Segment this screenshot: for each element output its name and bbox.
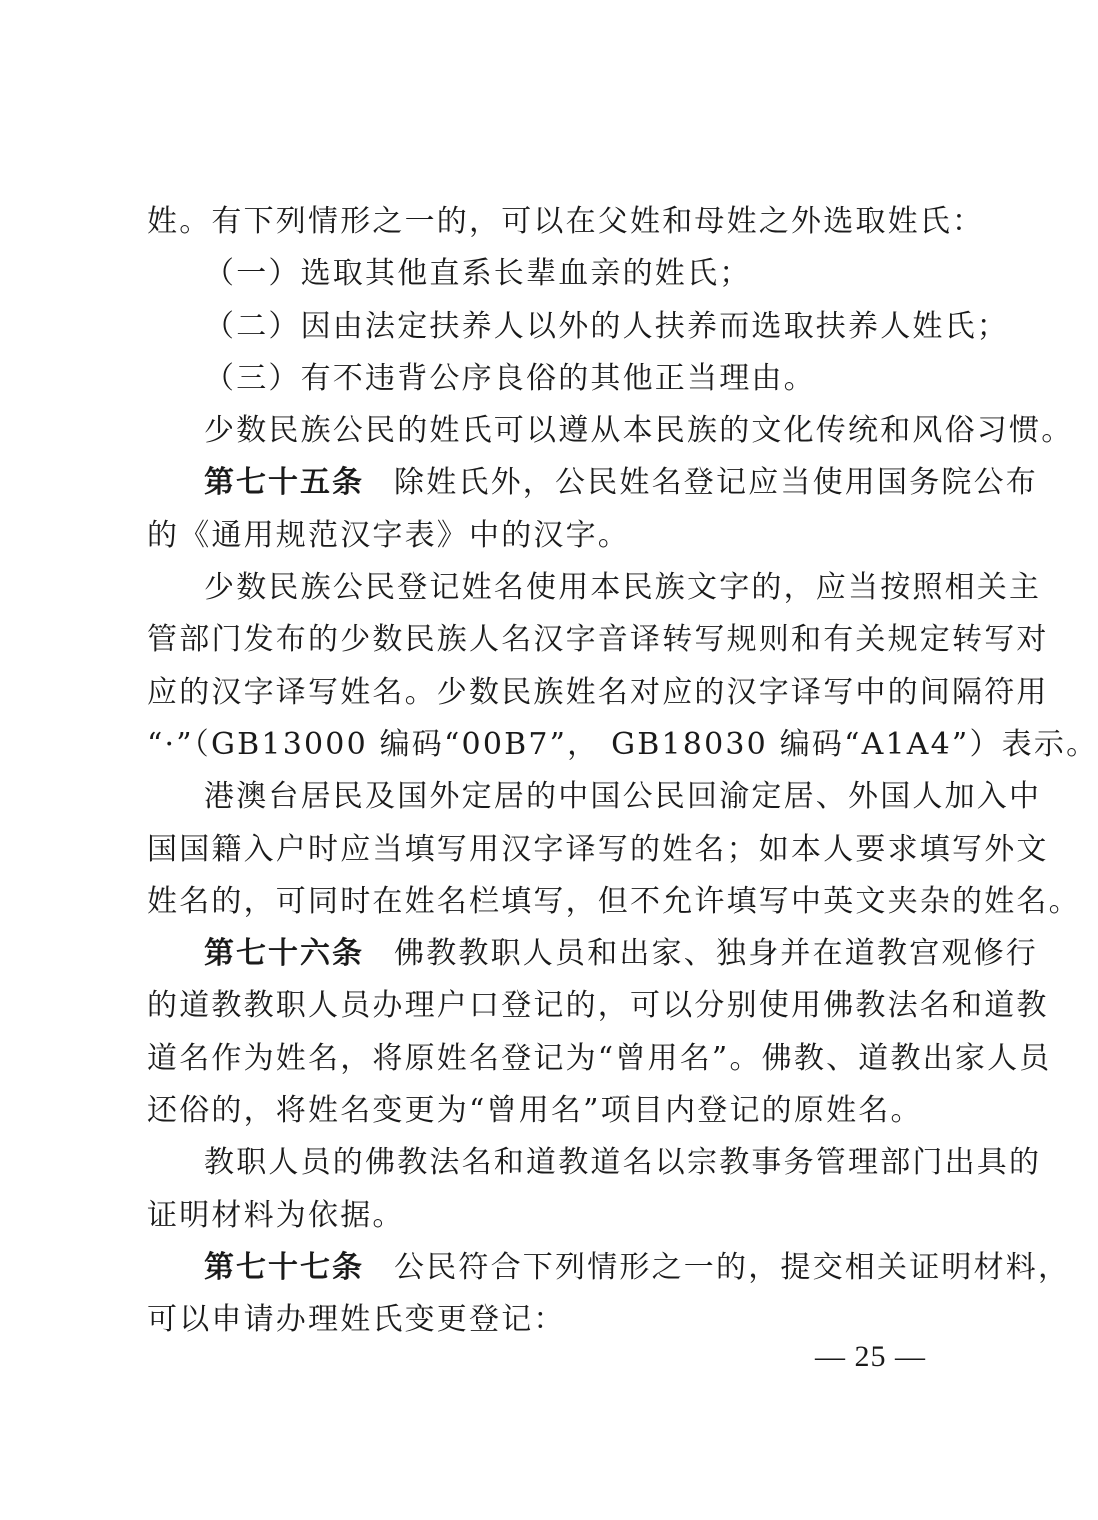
text-line: “·”（GB13000 编码“00B7”， GB18030 编码“A1A4”）表示。 <box>147 726 1098 762</box>
text-line: 管部门发布的少数民族人名汉字音译转写规则和有关规定转写对 <box>147 622 1049 658</box>
document-body <box>147 196 1098 1347</box>
paragraph-start: 少数民族公民登记姓名使用本民族文字的，应当按照相关主 <box>204 570 1042 606</box>
text-line: 国国籍入户时应当填写用汉字译写的姓名；如本人要求填写外文 <box>147 831 1049 867</box>
text-line: 姓。有下列情形之一的，可以在父姓和母姓之外选取姓氏： <box>147 204 985 239</box>
text-line: 道名作为姓名，将原姓名登记为“曾用名”。佛教、道教出家人员 <box>147 1040 1052 1076</box>
article-text: 公民符合下列情形之一的，提交相关证明材料， <box>394 1249 1071 1285</box>
text-line: 可以申请办理姓氏变更登记： <box>147 1302 566 1338</box>
article-heading: 第七十七条 <box>204 1249 364 1285</box>
text-line: 还俗的，将姓名变更为“曾用名”项目内登记的原姓名。 <box>147 1093 923 1129</box>
text-line: 姓名的，可同时在姓名栏填写，但不允许填写中英文夹杂的姓名。 <box>147 883 1081 919</box>
text-line: 证明材料为依据。 <box>147 1197 405 1233</box>
article-heading: 第七十五条 <box>204 465 364 501</box>
text-line: 的道教教职人员办理户口登记的，可以分别使用佛教法名和道教 <box>147 988 1049 1024</box>
text-line: 的《通用规范汉字表》中的汉字。 <box>147 517 630 553</box>
article-text: 除姓氏外，公民姓名登记应当使用国务院公布 <box>394 465 1038 501</box>
text-line: 应的汉字译写姓名。少数民族姓名对应的汉字译写中的间隔符用 <box>147 674 1049 710</box>
paragraph-start: 教职人员的佛教法名和道教道名以宗教事务管理部门出具的 <box>204 1145 1042 1181</box>
paragraph-start: 港澳台居民及国外定居的中国公民回渝定居、外国人加入中 <box>204 779 1042 815</box>
list-item: （一）选取其他直系长辈血亲的姓氏； <box>204 256 752 292</box>
article-76 <box>147 928 1038 980</box>
page-number: — 25 — <box>815 1340 926 1373</box>
list-item: （三）有不违背公序良俗的其他正当理由。 <box>204 360 816 396</box>
article-text: 佛教教职人员和出家、独身并在道教宫观修行 <box>394 936 1038 972</box>
list-item: （二）因由法定扶养人以外的人扶养而选取扶养人姓氏； <box>204 308 1009 344</box>
article-77 <box>147 1242 1071 1294</box>
paragraph-start: 少数民族公民的姓氏可以遵从本民族的文化传统和风俗习惯。 <box>204 413 1074 449</box>
article-heading: 第七十六条 <box>204 936 364 972</box>
article-75 <box>147 457 1038 509</box>
